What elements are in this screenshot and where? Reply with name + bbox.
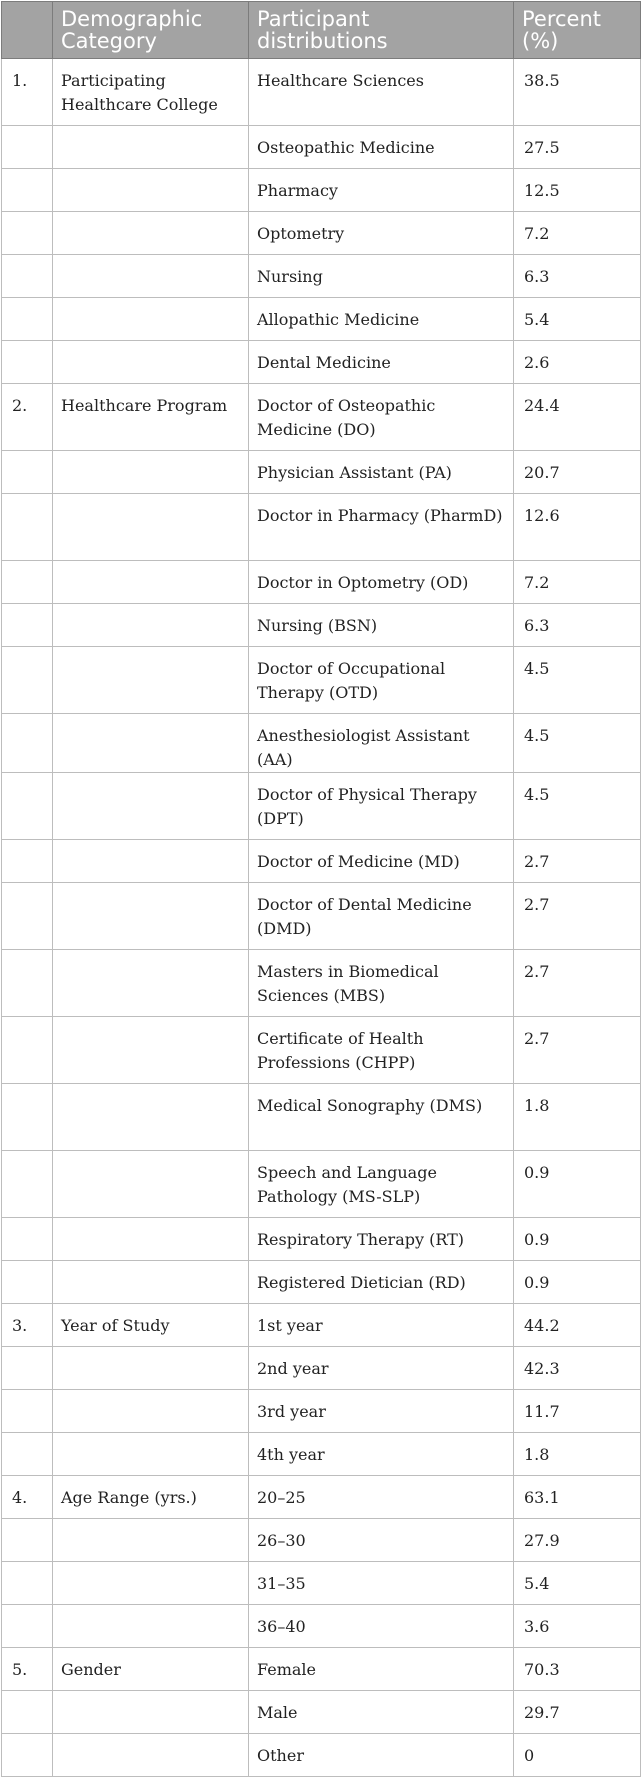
category-cell [53, 1734, 249, 1777]
distribution-cell: Osteopathic Medicine [249, 126, 514, 169]
percent-cell: 0.9 [514, 1261, 641, 1304]
percent-cell: 6.3 [514, 255, 641, 298]
distribution-cell: 31–35 [249, 1562, 514, 1605]
distribution-cell: Pharmacy [249, 169, 514, 212]
category-cell [53, 647, 249, 714]
percent-cell: 70.3 [514, 1648, 641, 1691]
row-number-cell [2, 1734, 53, 1777]
distribution-cell: Female [249, 1648, 514, 1691]
row-number-cell [2, 604, 53, 647]
category-cell [53, 1605, 249, 1648]
distribution-cell: 20–25 [249, 1476, 514, 1519]
table-row [2, 604, 641, 647]
row-number-cell [2, 883, 53, 950]
distribution-cell: Doctor of Dental Medicine (DMD) [249, 883, 514, 950]
percent-cell: 0.9 [514, 1151, 641, 1218]
distribution-cell: 4th year [249, 1433, 514, 1476]
table-row [2, 1476, 641, 1519]
row-number-cell [2, 714, 53, 773]
category-cell [53, 1433, 249, 1476]
category-cell [53, 1151, 249, 1218]
distribution-cell: Other [249, 1734, 514, 1777]
distribution-cell: Doctor in Pharmacy (PharmD) [249, 494, 514, 561]
distribution-cell: Dental Medicine [249, 341, 514, 384]
table-row [2, 1347, 641, 1390]
percent-cell: 44.2 [514, 1304, 641, 1347]
category-cell: Participating Healthcare College [53, 59, 249, 126]
table-row [2, 384, 641, 451]
row-number-cell [2, 1347, 53, 1390]
table-row [2, 1017, 641, 1084]
table-header-row [2, 2, 641, 59]
row-number-cell [2, 773, 53, 840]
category-cell [53, 494, 249, 561]
category-cell [53, 169, 249, 212]
category-cell [53, 604, 249, 647]
row-number-cell [2, 1433, 53, 1476]
distribution-cell: Registered Dietician (RD) [249, 1261, 514, 1304]
percent-cell: 4.5 [514, 647, 641, 714]
row-number-cell [2, 950, 53, 1017]
table-row [2, 1734, 641, 1777]
category-cell: Year of Study [53, 1304, 249, 1347]
header-number [2, 2, 53, 59]
category-cell [53, 1347, 249, 1390]
distribution-cell: Doctor of Occupational Therapy (OTD) [249, 647, 514, 714]
row-number-cell [2, 1605, 53, 1648]
percent-cell: 38.5 [514, 59, 641, 126]
percent-cell: 11.7 [514, 1390, 641, 1433]
percent-cell: 4.5 [514, 714, 641, 773]
percent-cell: 29.7 [514, 1691, 641, 1734]
category-cell [53, 126, 249, 169]
percent-cell: 5.4 [514, 1562, 641, 1605]
percent-cell: 20.7 [514, 451, 641, 494]
row-number-cell [2, 1691, 53, 1734]
category-cell [53, 1261, 249, 1304]
category-cell [53, 451, 249, 494]
category-cell [53, 1562, 249, 1605]
header-percent: Percent (%) [514, 2, 641, 59]
row-number-cell [2, 212, 53, 255]
percent-cell: 2.7 [514, 883, 641, 950]
table-row [2, 1151, 641, 1218]
distribution-cell: Male [249, 1691, 514, 1734]
percent-cell: 0.9 [514, 1218, 641, 1261]
percent-cell: 3.6 [514, 1605, 641, 1648]
percent-cell: 6.3 [514, 604, 641, 647]
distribution-cell: Allopathic Medicine [249, 298, 514, 341]
table-row [2, 1390, 641, 1433]
percent-cell: 12.5 [514, 169, 641, 212]
distribution-cell: 26–30 [249, 1519, 514, 1562]
row-number-cell [2, 1218, 53, 1261]
table-row [2, 494, 641, 561]
percent-cell: 2.7 [514, 1017, 641, 1084]
row-number-cell [2, 840, 53, 883]
row-number-cell: 3. [2, 1304, 53, 1347]
table-row [2, 773, 641, 840]
distribution-cell: 2nd year [249, 1347, 514, 1390]
percent-cell: 1.8 [514, 1433, 641, 1476]
table-row [2, 1648, 641, 1691]
category-cell [53, 212, 249, 255]
table-row [2, 255, 641, 298]
table-row [2, 212, 641, 255]
distribution-cell: Doctor of Physical Therapy (DPT) [249, 773, 514, 840]
category-cell [53, 773, 249, 840]
category-cell [53, 950, 249, 1017]
row-number-cell [2, 451, 53, 494]
demographics-table [1, 1, 641, 1777]
row-number-cell [2, 255, 53, 298]
category-cell [53, 341, 249, 384]
percent-cell: 12.6 [514, 494, 641, 561]
table-row [2, 714, 641, 773]
distribution-cell: Medical Sonography (DMS) [249, 1084, 514, 1151]
percent-cell: 5.4 [514, 298, 641, 341]
distribution-cell: Doctor in Optometry (OD) [249, 561, 514, 604]
category-cell [53, 883, 249, 950]
category-cell [53, 255, 249, 298]
table-row [2, 840, 641, 883]
percent-cell: 1.8 [514, 1084, 641, 1151]
row-number-cell [2, 1519, 53, 1562]
percent-cell: 24.4 [514, 384, 641, 451]
distribution-cell: 1st year [249, 1304, 514, 1347]
table-row [2, 883, 641, 950]
distribution-cell: Healthcare Sciences [249, 59, 514, 126]
distribution-cell: Physician Assistant (PA) [249, 451, 514, 494]
table-row [2, 126, 641, 169]
header-participant-distributions: Participant distributions [249, 2, 514, 59]
category-cell [53, 1390, 249, 1433]
table-row [2, 1433, 641, 1476]
row-number-cell [2, 341, 53, 384]
row-number-cell [2, 494, 53, 561]
table-row [2, 647, 641, 714]
percent-cell: 27.5 [514, 126, 641, 169]
table-row [2, 1084, 641, 1151]
distribution-cell: Masters in Biomedical Sciences (MBS) [249, 950, 514, 1017]
row-number-cell [2, 1261, 53, 1304]
distribution-cell: Doctor of Medicine (MD) [249, 840, 514, 883]
row-number-cell [2, 561, 53, 604]
row-number-cell [2, 1390, 53, 1433]
category-cell [53, 714, 249, 773]
percent-cell: 7.2 [514, 561, 641, 604]
category-cell [53, 1691, 249, 1734]
table-row [2, 561, 641, 604]
percent-cell: 42.3 [514, 1347, 641, 1390]
table-row [2, 451, 641, 494]
distribution-cell: 36–40 [249, 1605, 514, 1648]
row-number-cell [2, 1017, 53, 1084]
row-number-cell: 5. [2, 1648, 53, 1691]
table-row [2, 1691, 641, 1734]
percent-cell: 0 [514, 1734, 641, 1777]
row-number-cell [2, 126, 53, 169]
category-cell [53, 1084, 249, 1151]
category-cell [53, 840, 249, 883]
table-row [2, 1519, 641, 1562]
category-cell: Healthcare Program [53, 384, 249, 451]
row-number-cell [2, 647, 53, 714]
table-row [2, 950, 641, 1017]
percent-cell: 2.6 [514, 341, 641, 384]
table-row [2, 1605, 641, 1648]
percent-cell: 4.5 [514, 773, 641, 840]
table-row [2, 298, 641, 341]
category-cell [53, 1218, 249, 1261]
row-number-cell: 2. [2, 384, 53, 451]
table-row [2, 1304, 641, 1347]
table-row [2, 1218, 641, 1261]
category-cell: Age Range (yrs.) [53, 1476, 249, 1519]
table-row [2, 169, 641, 212]
row-number-cell: 1. [2, 59, 53, 126]
category-cell [53, 1017, 249, 1084]
row-number-cell [2, 1084, 53, 1151]
distribution-cell: Anesthesiologist Assistant (AA) [249, 714, 514, 773]
table-row [2, 341, 641, 384]
distribution-cell: Nursing (BSN) [249, 604, 514, 647]
table-row [2, 1562, 641, 1605]
distribution-cell: Nursing [249, 255, 514, 298]
row-number-cell: 4. [2, 1476, 53, 1519]
distribution-cell: Optometry [249, 212, 514, 255]
percent-cell: 27.9 [514, 1519, 641, 1562]
distribution-cell: Respiratory Therapy (RT) [249, 1218, 514, 1261]
distribution-cell: 3rd year [249, 1390, 514, 1433]
percent-cell: 7.2 [514, 212, 641, 255]
category-cell [53, 1519, 249, 1562]
distribution-cell: Doctor of Osteopathic Medicine (DO) [249, 384, 514, 451]
row-number-cell [2, 1562, 53, 1605]
row-number-cell [2, 1151, 53, 1218]
category-cell [53, 298, 249, 341]
distribution-cell: Speech and Language Pathology (MS-SLP) [249, 1151, 514, 1218]
table-row [2, 1261, 641, 1304]
category-cell: Gender [53, 1648, 249, 1691]
table-body [2, 59, 641, 1777]
header-demographic-category: Demographic Category [53, 2, 249, 59]
category-cell [53, 561, 249, 604]
percent-cell: 2.7 [514, 950, 641, 1017]
percent-cell: 2.7 [514, 840, 641, 883]
distribution-cell: Certificate of Health Professions (CHPP) [249, 1017, 514, 1084]
table-row [2, 59, 641, 126]
row-number-cell [2, 169, 53, 212]
row-number-cell [2, 298, 53, 341]
percent-cell: 63.1 [514, 1476, 641, 1519]
